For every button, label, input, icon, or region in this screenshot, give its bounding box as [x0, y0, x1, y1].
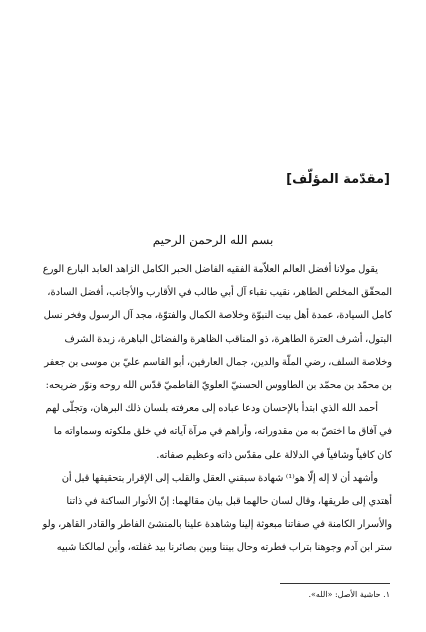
text-line: وخلاصة السلف، رضي الملّة والدين، جمال العارفين، أبو القاسم عليّ بن موسى بن جعفر [44, 356, 392, 368]
text-line: المحقّق المخلص الطاهر، نقيب نقباء آل أبي طالب في الأقارب والأجانب، أفضل السادة، [47, 287, 392, 299]
text-line: والأسرار الكامنة في صفاتنا مبعوثة إلينا وشاهدة علينا بالمنشئ الفاطر والقادر القاهر، ولو [42, 519, 392, 531]
footnote: ١. حاشية الأصل: «الله». [308, 590, 390, 599]
section-heading: [مقدّمة المؤلّف] [286, 172, 390, 187]
text-line: ستر ابن آدم وجوهنا بتراب فطرته وحال بيننا وبين بصائرنا بيد غفلته، وأين لمالكنا شبيه [56, 542, 392, 554]
footnote-divider [280, 583, 390, 584]
text-line: في آفاق ما اختصّ به من مقدوراته، وأراهم في مرآة آياته في خلق ملكوته وسماواته ما [53, 426, 392, 438]
text-line: وأشهد أن لا إله إلّا هو⁽¹⁾ شهادة سبقني العقل والقلب إلى الإقرار بتحقيقها قبل أن [61, 472, 378, 484]
text-line: يقول مولانا أفضل العالم العلاّمة الفقيه الفاضل الحبر الكامل الزاهد العابد البارع الورع [42, 264, 378, 275]
text-line: البتول، أشرف العترة الطاهرة، ذو المناقب الظاهرة والفضائل الباهرة، زبدة الشرف [64, 333, 392, 345]
text-line: أحمد الله الذي ابتدأ بالإحسان ودعا عباده إلى معرفته بلسان ذلك البرهان، وتجلّى لهم [45, 403, 378, 415]
main-text [36, 258, 392, 560]
text-line: بن محمّد بن محمّد بن الطاووس الحسنيّ العلويّ الفاطميّ قدّس الله روحه ونوّر ضريحه: [45, 380, 392, 392]
basmala: بسم الله الرحمن الرحيم [152, 233, 274, 247]
text-line: أهتدي إلى طريقها، وقال لسان حالهما قبل بيان مقالهما: إنّ الأنوار الساكنة في ذاتنا [66, 496, 392, 508]
text-line: كان كافياً وشافياً في الدلالة على مقدّس ذاته وعظيم صفاته. [156, 449, 392, 461]
text-line: كامل السيادة، عمدة أهل بيت النبوّة وخلاصة الكمال والفتوّة، مجد آل الرسول وفخر نسل [43, 310, 392, 322]
